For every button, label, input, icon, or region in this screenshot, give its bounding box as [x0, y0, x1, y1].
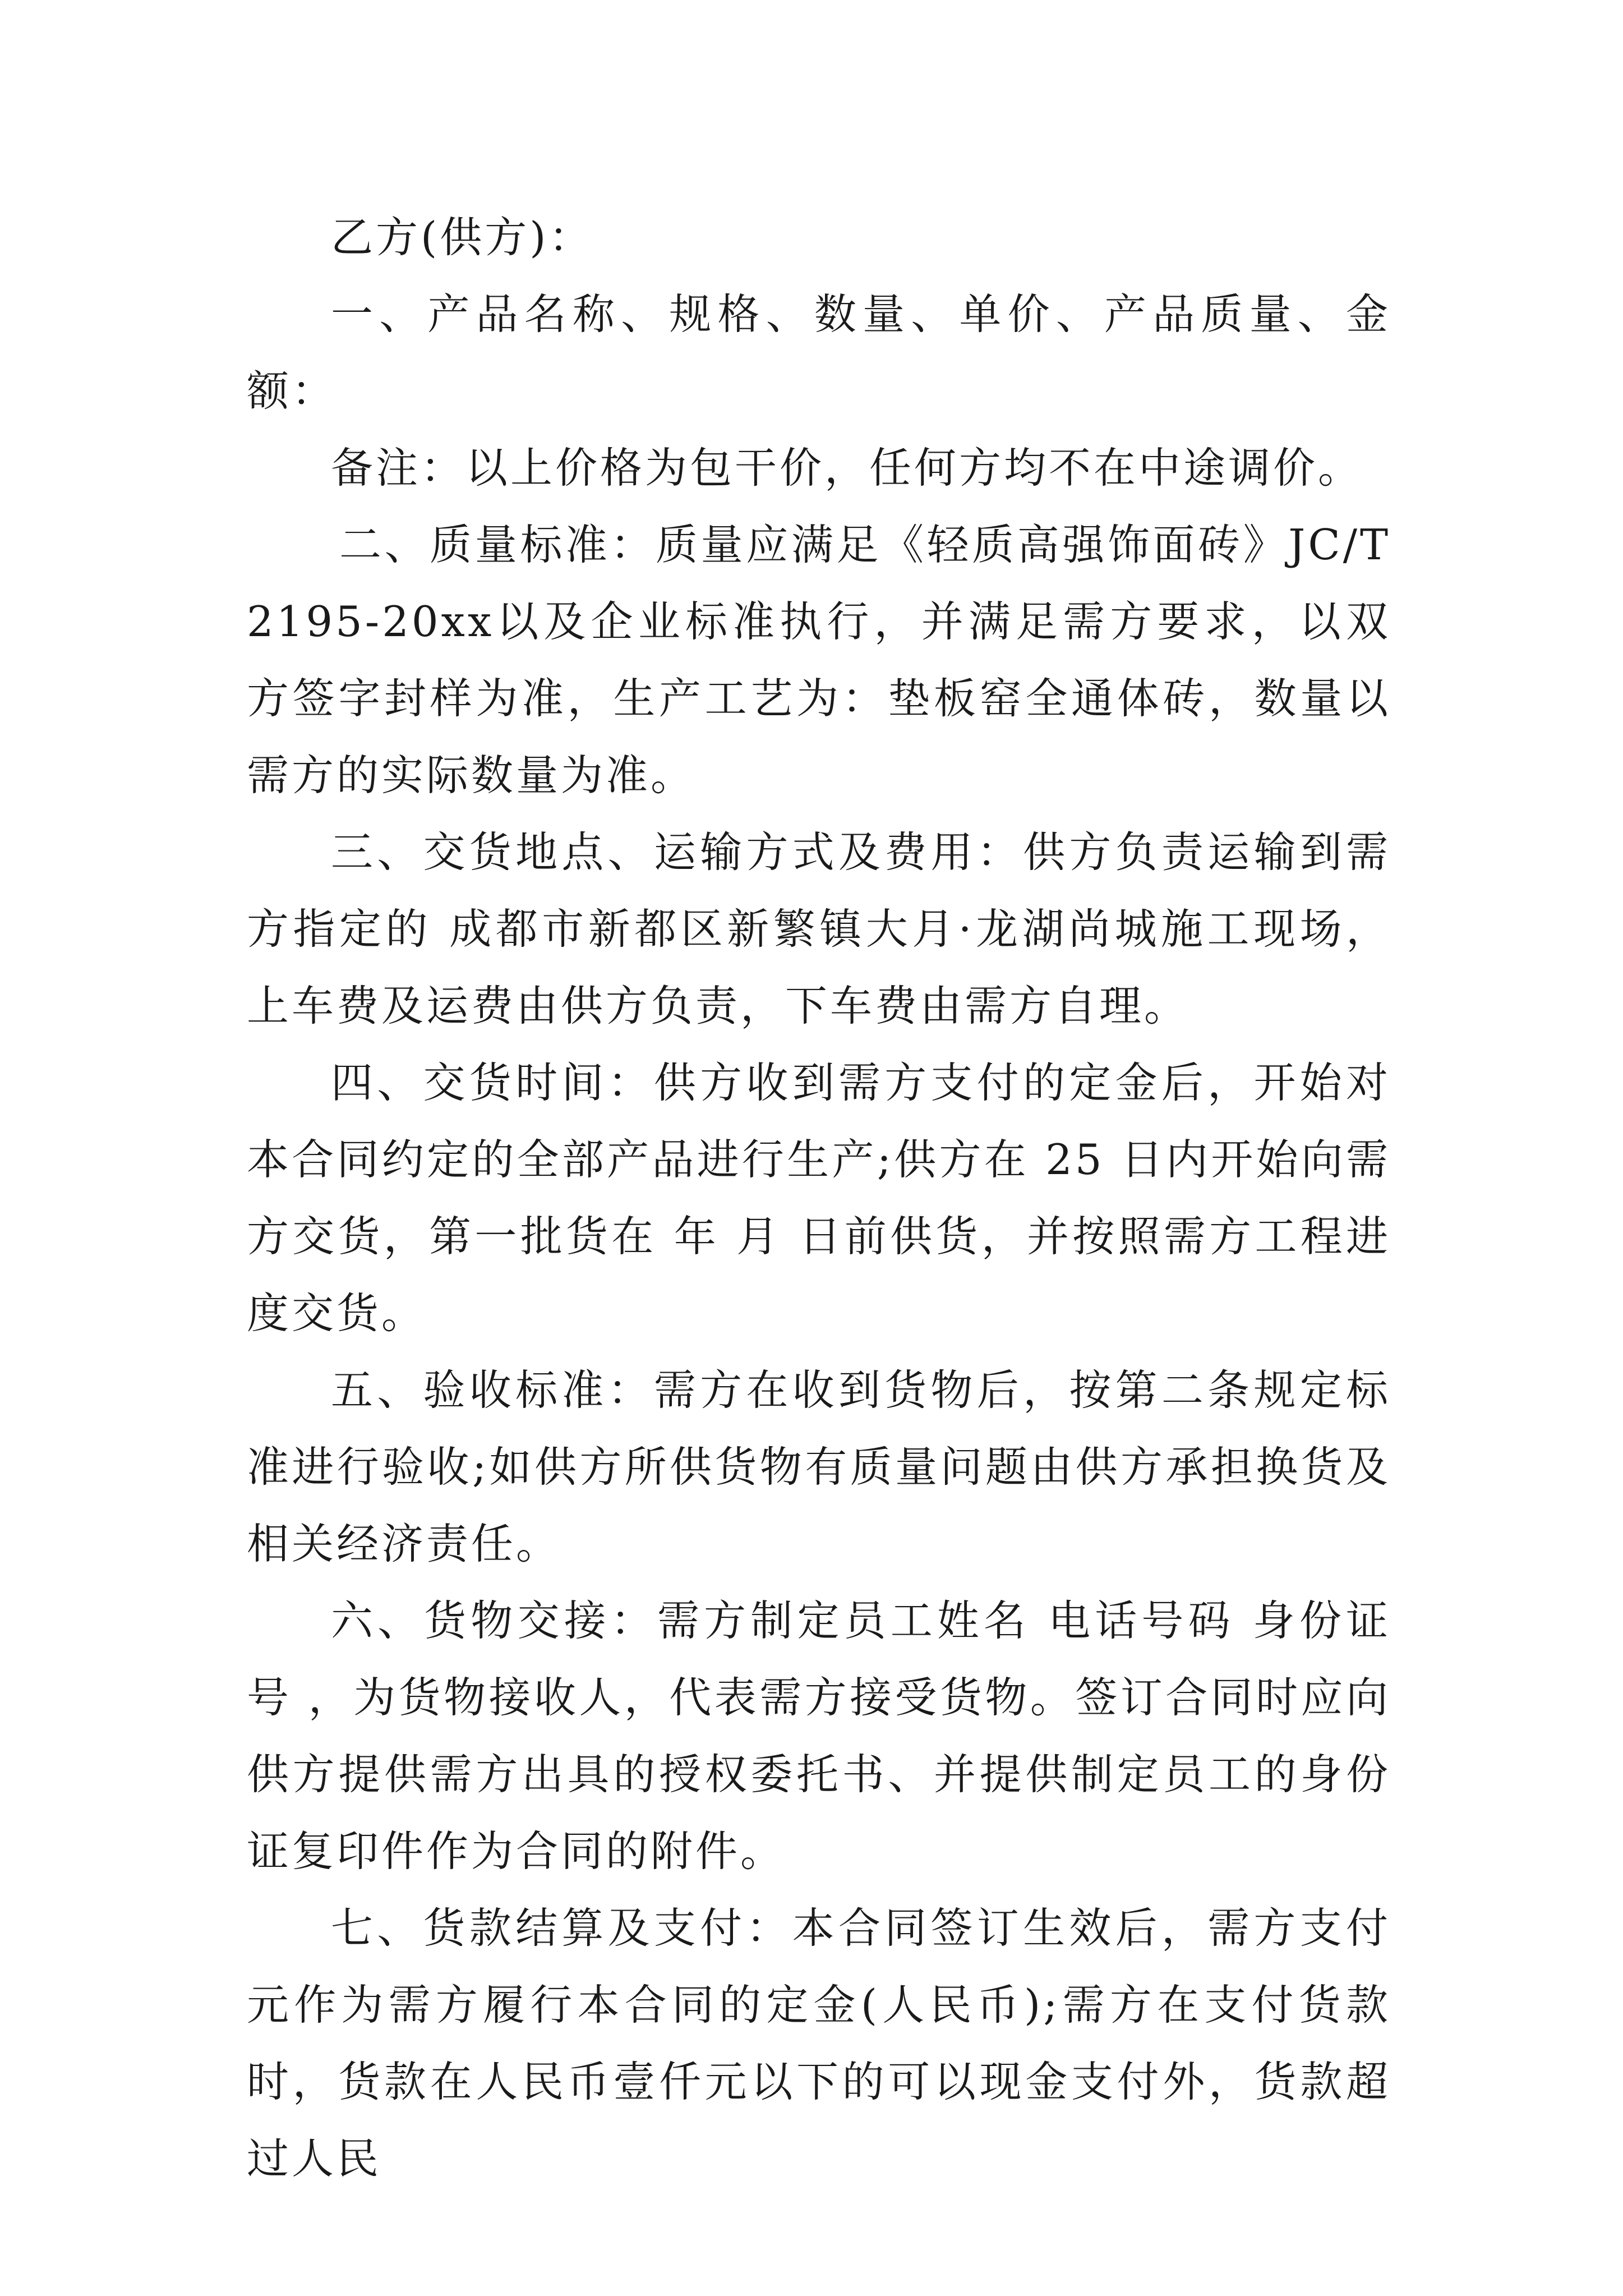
clause-4-delivery-time: 四、交货时间：供方收到需方支付的定金后，开始对本合同约定的全部产品进行生产;供方在 25 日内开始向需方交货，第一批货在 年 月 日前供货，并按照需方工程进度交货。	[247, 1058, 1391, 1338]
clause-7-payment-settlement: 七、货款结算及支付：本合同签订生效后，需方支付元作为需方履行本合同的定金(人民币);需方在支付货款时，货款在人民币壹仟元以下的可以现金支付外，货款超过人民	[247, 1903, 1391, 2183]
clause-3-delivery-location: 三、交货地点、运输方式及费用：供方负责运输到需方指定的 成都市新都区新繁镇大月·龙湖尚城施工现场，上车费及运费由供方负责，下车费由需方自理。	[247, 827, 1391, 1030]
clause-6-goods-handover: 六、货物交接：需方制定员工姓名 电话号码 身份证号 ，为货物接收人，代表需方接受货物。签订合同时应向供方提供需方出具的授权委托书、并提供制定员工的身份证复印件作为合同的附件。	[247, 1596, 1391, 1876]
party-b-line: 乙方(供方)：	[331, 213, 594, 262]
remark-line: 备注：以上价格为包干价，任何方均不在中途调价。	[331, 443, 1363, 493]
clause-1-product-info: 一、产品名称、规格、数量、单价、产品质量、金额：	[247, 289, 1391, 416]
clause-2-quality-standard: 二、质量标准：质量应满足《轻质高强饰面砖》JC/T2195-20xx以及企业标准执行，并满足需方要求，以双方签字封样为准，生产工艺为：垫板窑全通体砖，数量以需方的实际数量为准。	[247, 520, 1391, 800]
clause-5-acceptance-standard: 五、验收标准：需方在收到货物后，按第二条规定标准进行验收;如供方所供货物有质量问题由供方承担换货及相关经济责任。	[247, 1365, 1391, 1568]
contract-body	[247, 199, 1391, 2197]
